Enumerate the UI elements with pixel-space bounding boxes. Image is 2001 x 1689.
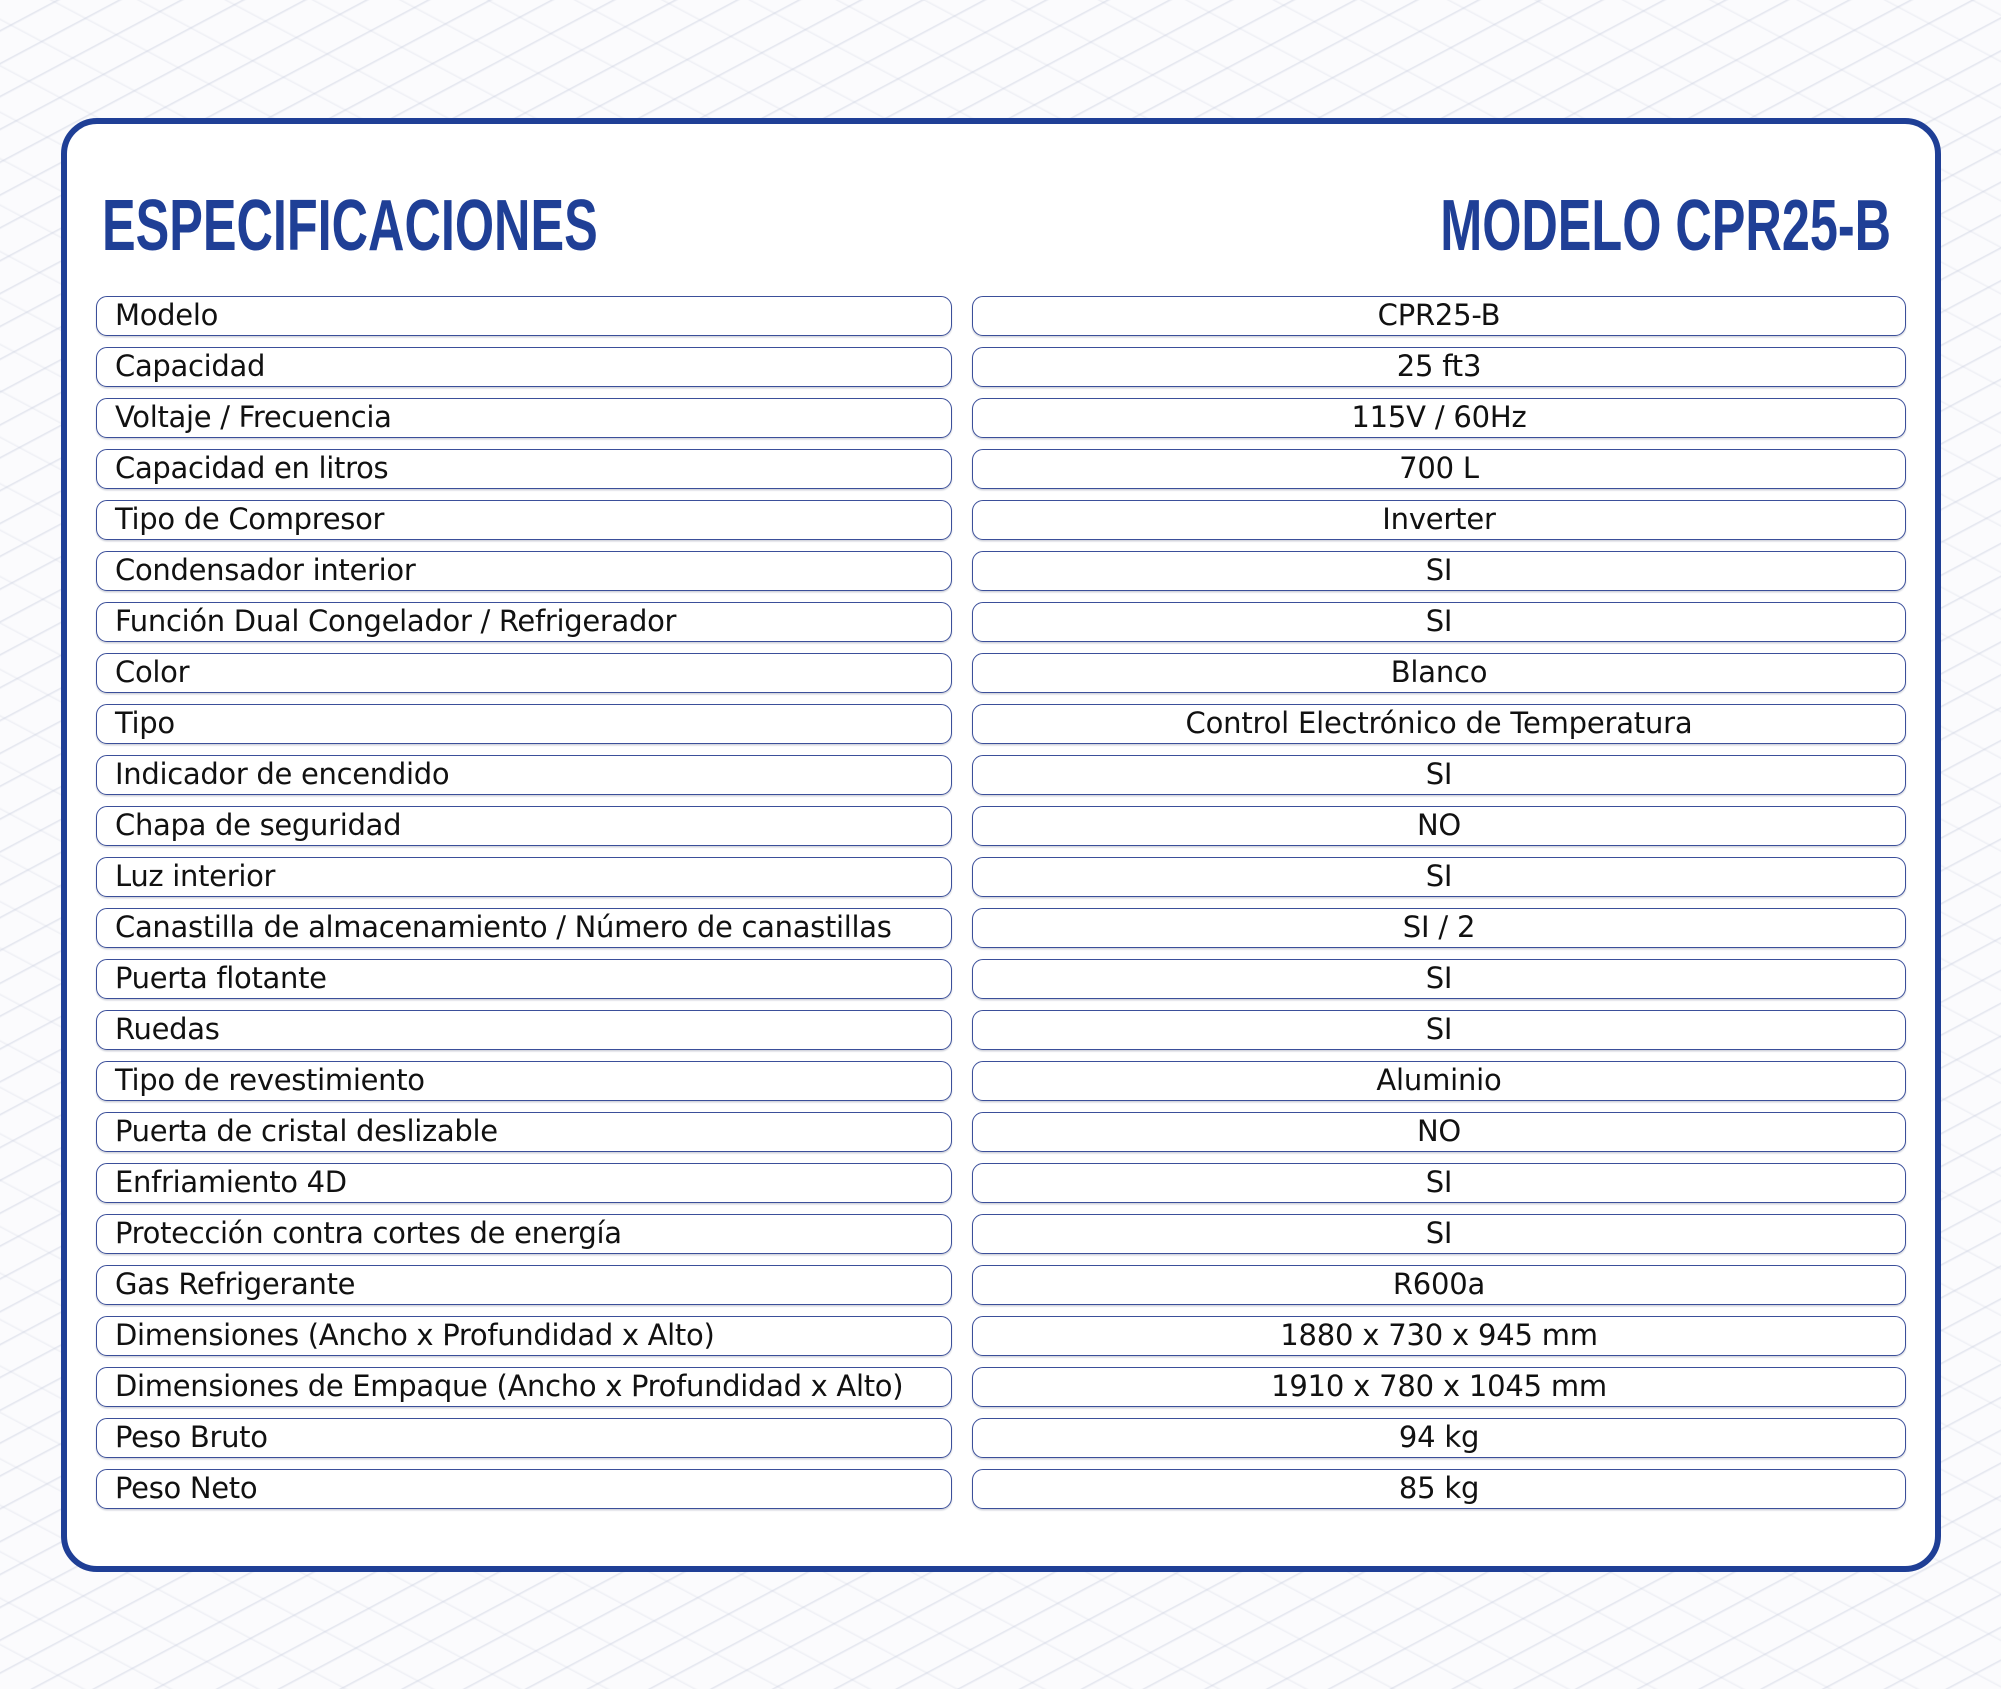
spec-value: Aluminio	[972, 1061, 1906, 1101]
spec-row	[96, 1214, 1906, 1265]
spec-label: Puerta de cristal deslizable	[96, 1112, 952, 1152]
spec-label: Puerta flotante	[96, 959, 952, 999]
spec-row	[96, 1265, 1906, 1316]
spec-value: 25 ft3	[972, 347, 1906, 387]
spec-row	[96, 602, 1906, 653]
spec-value: SI	[972, 1163, 1906, 1203]
spec-value: 1910 x 780 x 1045 mm	[972, 1367, 1906, 1407]
spec-value: 1880 x 730 x 945 mm	[972, 1316, 1906, 1356]
spec-value: CPR25-B	[972, 296, 1906, 336]
spec-label: Tipo de Compresor	[96, 500, 952, 540]
spec-label: Ruedas	[96, 1010, 952, 1050]
spec-value: Inverter	[972, 500, 1906, 540]
spec-table	[96, 296, 1906, 1520]
spec-label: Tipo	[96, 704, 952, 744]
spec-label: Peso Bruto	[96, 1418, 952, 1458]
spec-row	[96, 806, 1906, 857]
spec-row	[96, 653, 1906, 704]
spec-label: Dimensiones de Empaque (Ancho x Profundidad x Alto)	[96, 1367, 952, 1407]
spec-label: Dimensiones (Ancho x Profundidad x Alto)	[96, 1316, 952, 1356]
spec-row	[96, 449, 1906, 500]
spec-row	[96, 296, 1906, 347]
spec-value: 94 kg	[972, 1418, 1906, 1458]
spec-row	[96, 1061, 1906, 1112]
spec-value: SI	[972, 959, 1906, 999]
spec-row	[96, 500, 1906, 551]
spec-label: Condensador interior	[96, 551, 952, 591]
spec-row	[96, 857, 1906, 908]
spec-row	[96, 1469, 1906, 1520]
spec-value: SI	[972, 1214, 1906, 1254]
spec-label: Canastilla de almacenamiento / Número de canastillas	[96, 908, 952, 948]
spec-row	[96, 1367, 1906, 1418]
spec-row	[96, 1112, 1906, 1163]
spec-value: 115V / 60Hz	[972, 398, 1906, 438]
spec-row	[96, 1316, 1906, 1367]
spec-row	[96, 551, 1906, 602]
spec-value: NO	[972, 1112, 1906, 1152]
spec-label: Indicador de encendido	[96, 755, 952, 795]
spec-value: SI	[972, 602, 1906, 642]
spec-label: Voltaje / Frecuencia	[96, 398, 952, 438]
spec-row	[96, 959, 1906, 1010]
spec-row	[96, 704, 1906, 755]
spec-label: Capacidad	[96, 347, 952, 387]
spec-value: R600a	[972, 1265, 1906, 1305]
spec-value: 85 kg	[972, 1469, 1906, 1509]
spec-label: Gas Refrigerante	[96, 1265, 952, 1305]
spec-label: Función Dual Congelador / Refrigerador	[96, 602, 952, 642]
spec-label: Color	[96, 653, 952, 693]
spec-row	[96, 1418, 1906, 1469]
spec-value: NO	[972, 806, 1906, 846]
spec-value: SI	[972, 551, 1906, 591]
spec-label: Modelo	[96, 296, 952, 336]
spec-row	[96, 398, 1906, 449]
spec-row	[96, 347, 1906, 398]
spec-label: Tipo de revestimiento	[96, 1061, 952, 1101]
spec-row	[96, 1163, 1906, 1214]
spec-value: SI	[972, 1010, 1906, 1050]
spec-row	[96, 1010, 1906, 1061]
spec-value: SI	[972, 755, 1906, 795]
spec-label: Protección contra cortes de energía	[96, 1214, 952, 1254]
model-title: MODELO CPR25-B	[1440, 186, 1891, 266]
spec-label: Luz interior	[96, 857, 952, 897]
spec-value: Control Electrónico de Temperatura	[972, 704, 1906, 744]
spec-value: SI / 2	[972, 908, 1906, 948]
spec-value: 700 L	[972, 449, 1906, 489]
spec-row	[96, 908, 1906, 959]
spec-label: Enfriamiento 4D	[96, 1163, 952, 1203]
spec-label: Peso Neto	[96, 1469, 952, 1509]
spec-value: Blanco	[972, 653, 1906, 693]
spec-value: SI	[972, 857, 1906, 897]
spec-label: Chapa de seguridad	[96, 806, 952, 846]
specifications-title: ESPECIFICACIONES	[102, 186, 598, 266]
spec-row	[96, 755, 1906, 806]
spec-label: Capacidad en litros	[96, 449, 952, 489]
